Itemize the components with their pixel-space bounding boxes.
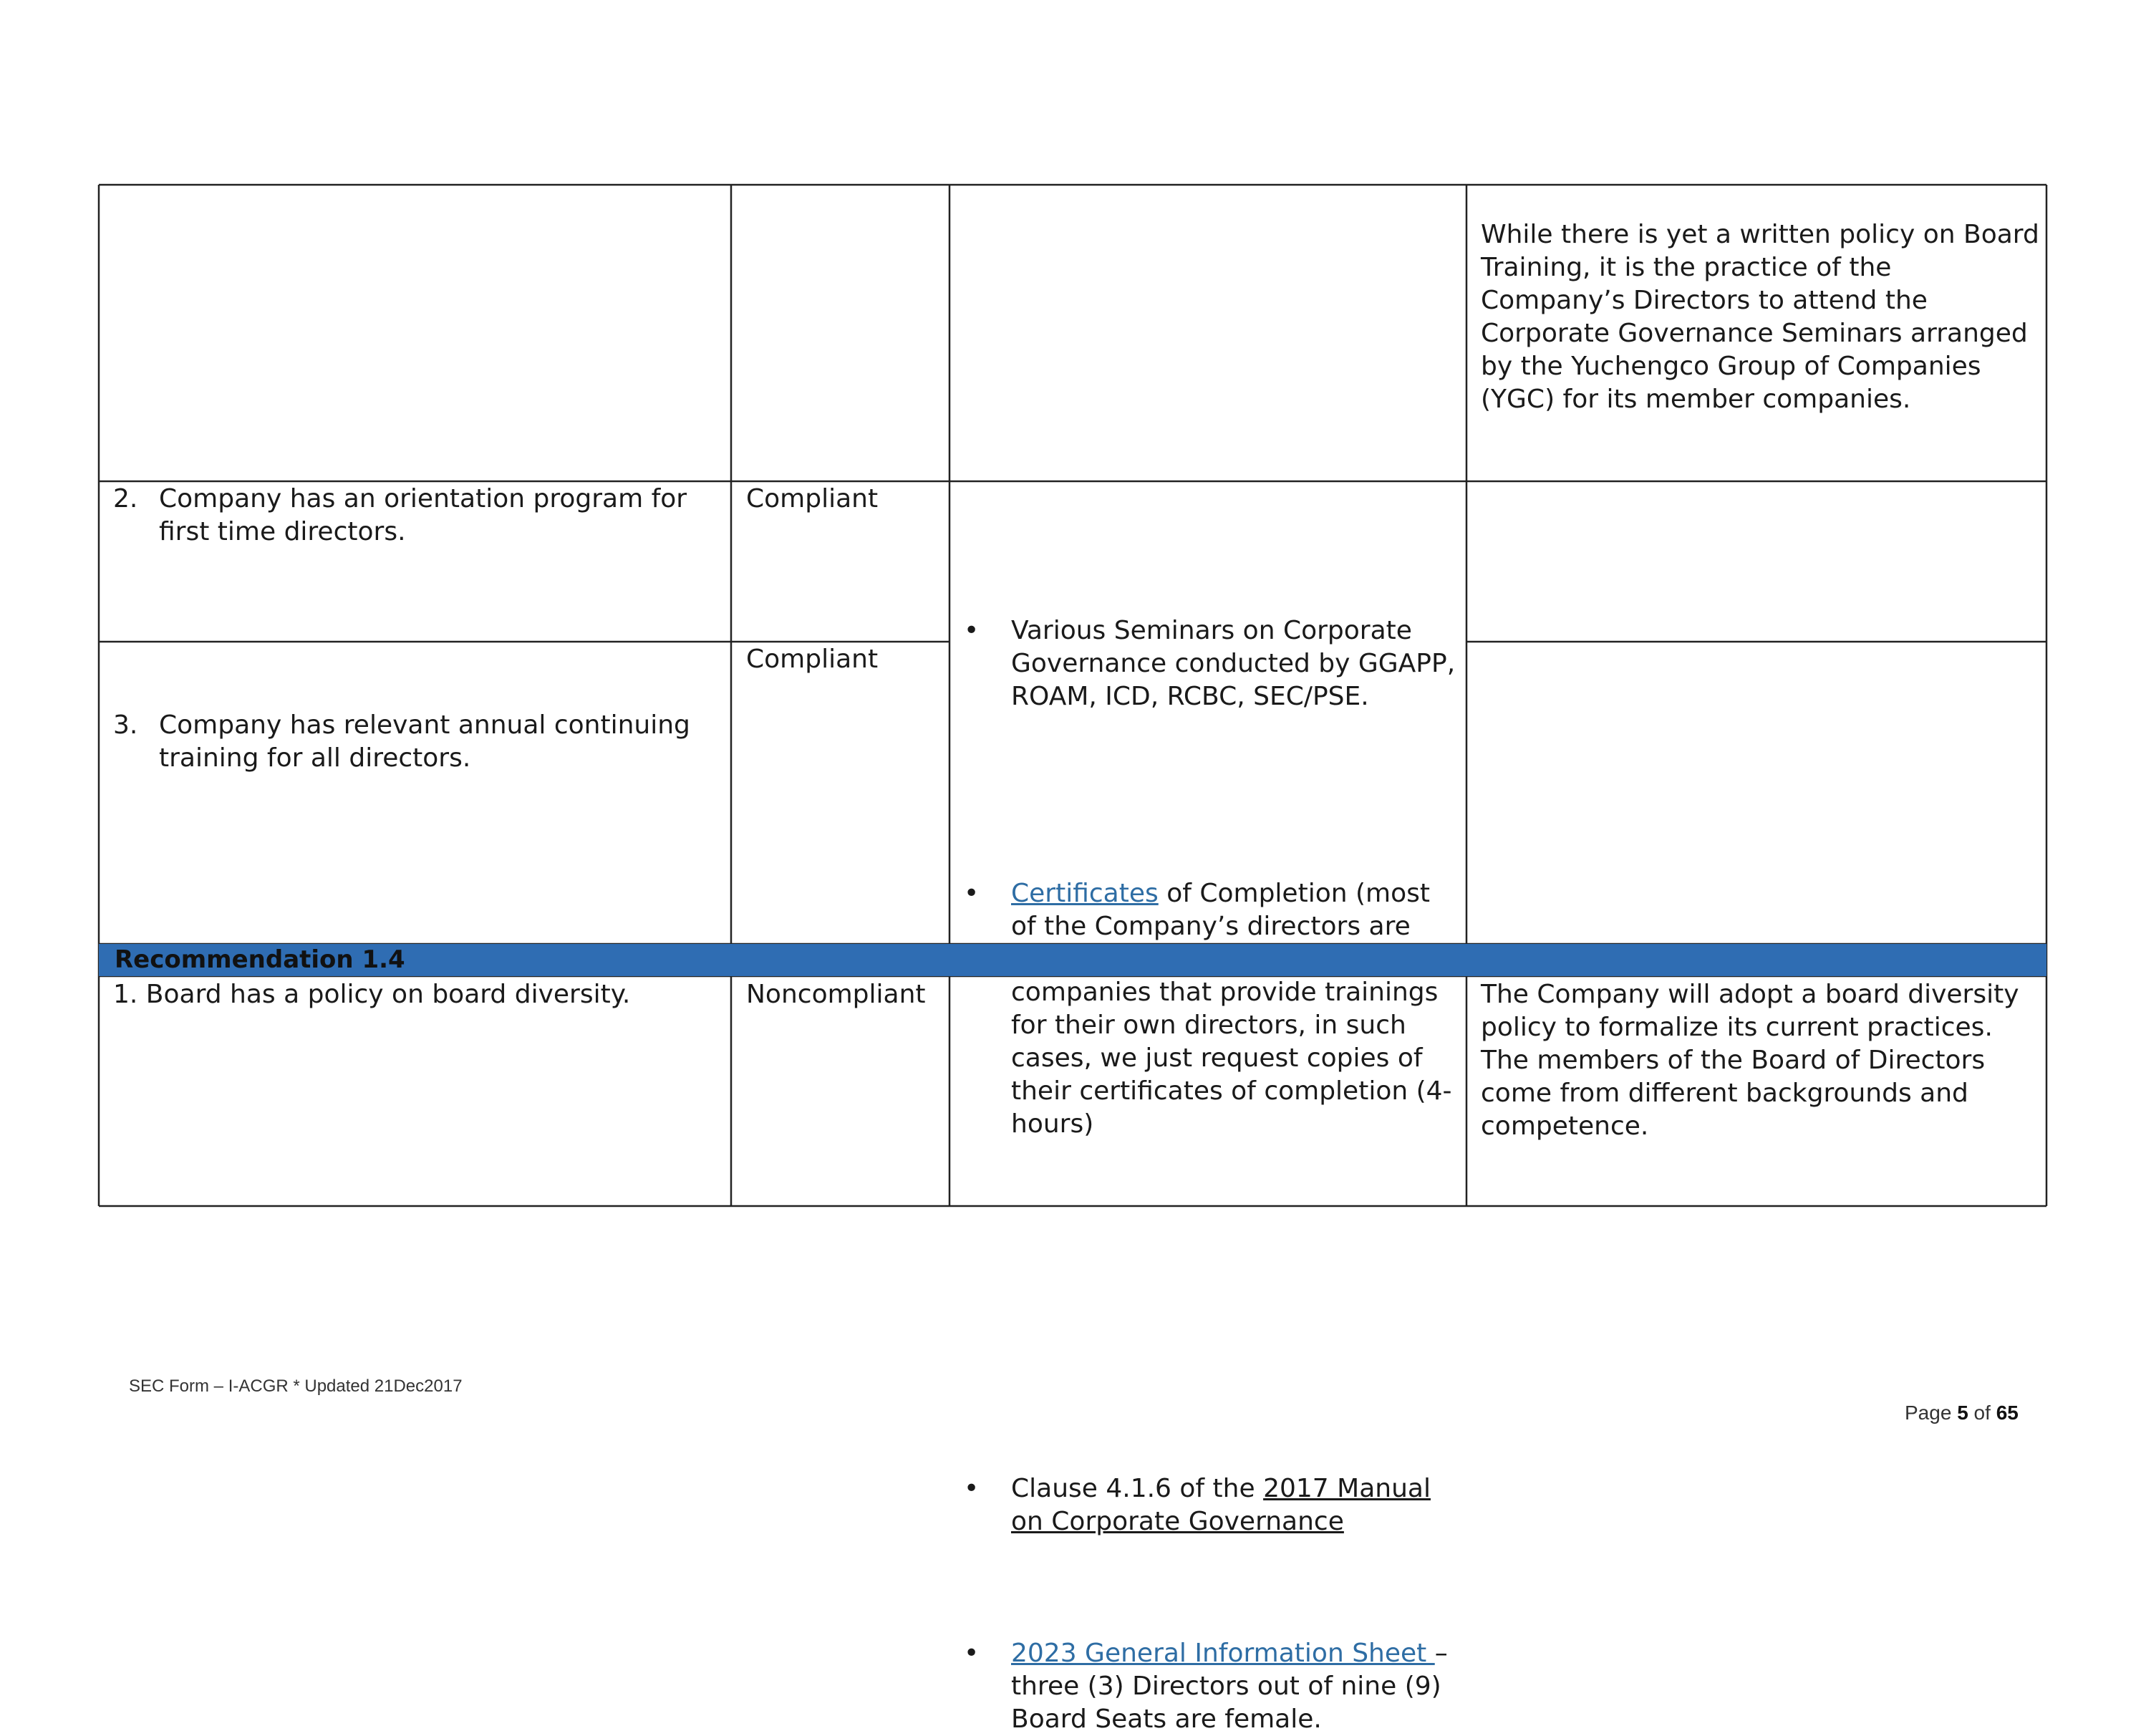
criterion-orientation-program [113, 483, 722, 549]
form-footer: SEC Form – I-ACGR * Updated 21Dec2017 [129, 1376, 463, 1396]
status-compliant-training: Compliant [746, 645, 879, 674]
evidence-gis [960, 1637, 1461, 1736]
certificates-link[interactable]: Certificates [1011, 879, 1159, 908]
page-word: Page [1905, 1402, 1952, 1424]
criterion-annual-training [113, 709, 722, 775]
evidence-text: Various Seminars on Corporate Governance conducted by GGAPP, ROAM, ICD, RCBC, SEC/PSE. [1011, 616, 1456, 711]
status-noncompliant: Noncompliant [746, 980, 926, 1009]
item-number: 2. [113, 484, 138, 513]
criterion-board-diversity: 1. Board has a policy on board diversity. [113, 980, 631, 1009]
item-number: 3. [113, 710, 138, 740]
bullet-icon: • [964, 1639, 980, 1668]
remarks-board-diversity: The Company will adopt a board diversity policy to formalize its current practices. The members of the Board of Directors come from different backgrounds and competence. [1481, 980, 2019, 1141]
evidence-text: Clause 4.1.6 of the [1011, 1474, 1264, 1503]
page-total: 65 [1996, 1402, 2019, 1424]
bullet-icon: • [964, 1474, 980, 1503]
bullet-icon: • [964, 879, 980, 908]
status-compliant-orientation: Compliant [746, 484, 879, 513]
of-word: of [1973, 1402, 1991, 1424]
evidence-text: of Completion (most of the Company’s directors are companies that provide trainings for their own directors, in such cases, we just request copies of their certificates of completion (4-hours) [1011, 879, 1452, 1139]
item-text: Company has an orientation program for first time directors. [159, 484, 687, 546]
bullet-icon: • [964, 616, 980, 645]
page-number [1905, 1402, 2019, 1424]
item-text: Company has relevant annual continuing training for all directors. [159, 710, 690, 773]
page-current: 5 [1957, 1402, 1968, 1424]
evidence-manual-clause [960, 1472, 1461, 1538]
manual-link[interactable]: 2017 Manual on Corporate Governance [1011, 1474, 1431, 1536]
recommendation-header: Recommendation 1.4 [99, 944, 2046, 976]
evidence-certificates [960, 877, 1461, 1141]
evidence-text: – three (3) Directors out of nine (9) Board Seats are female. [1011, 1639, 1448, 1734]
remarks-board-training: While there is yet a written policy on Board Training, it is the practice of the Company’s Directors to attend the Corporate Governance Seminars arranged by the Yuchengco Group of Companies (YGC) for its member companies. [1481, 220, 2039, 414]
gis-link[interactable]: 2023 General Information Sheet [1011, 1639, 1435, 1668]
evidence-seminars [960, 614, 1461, 713]
